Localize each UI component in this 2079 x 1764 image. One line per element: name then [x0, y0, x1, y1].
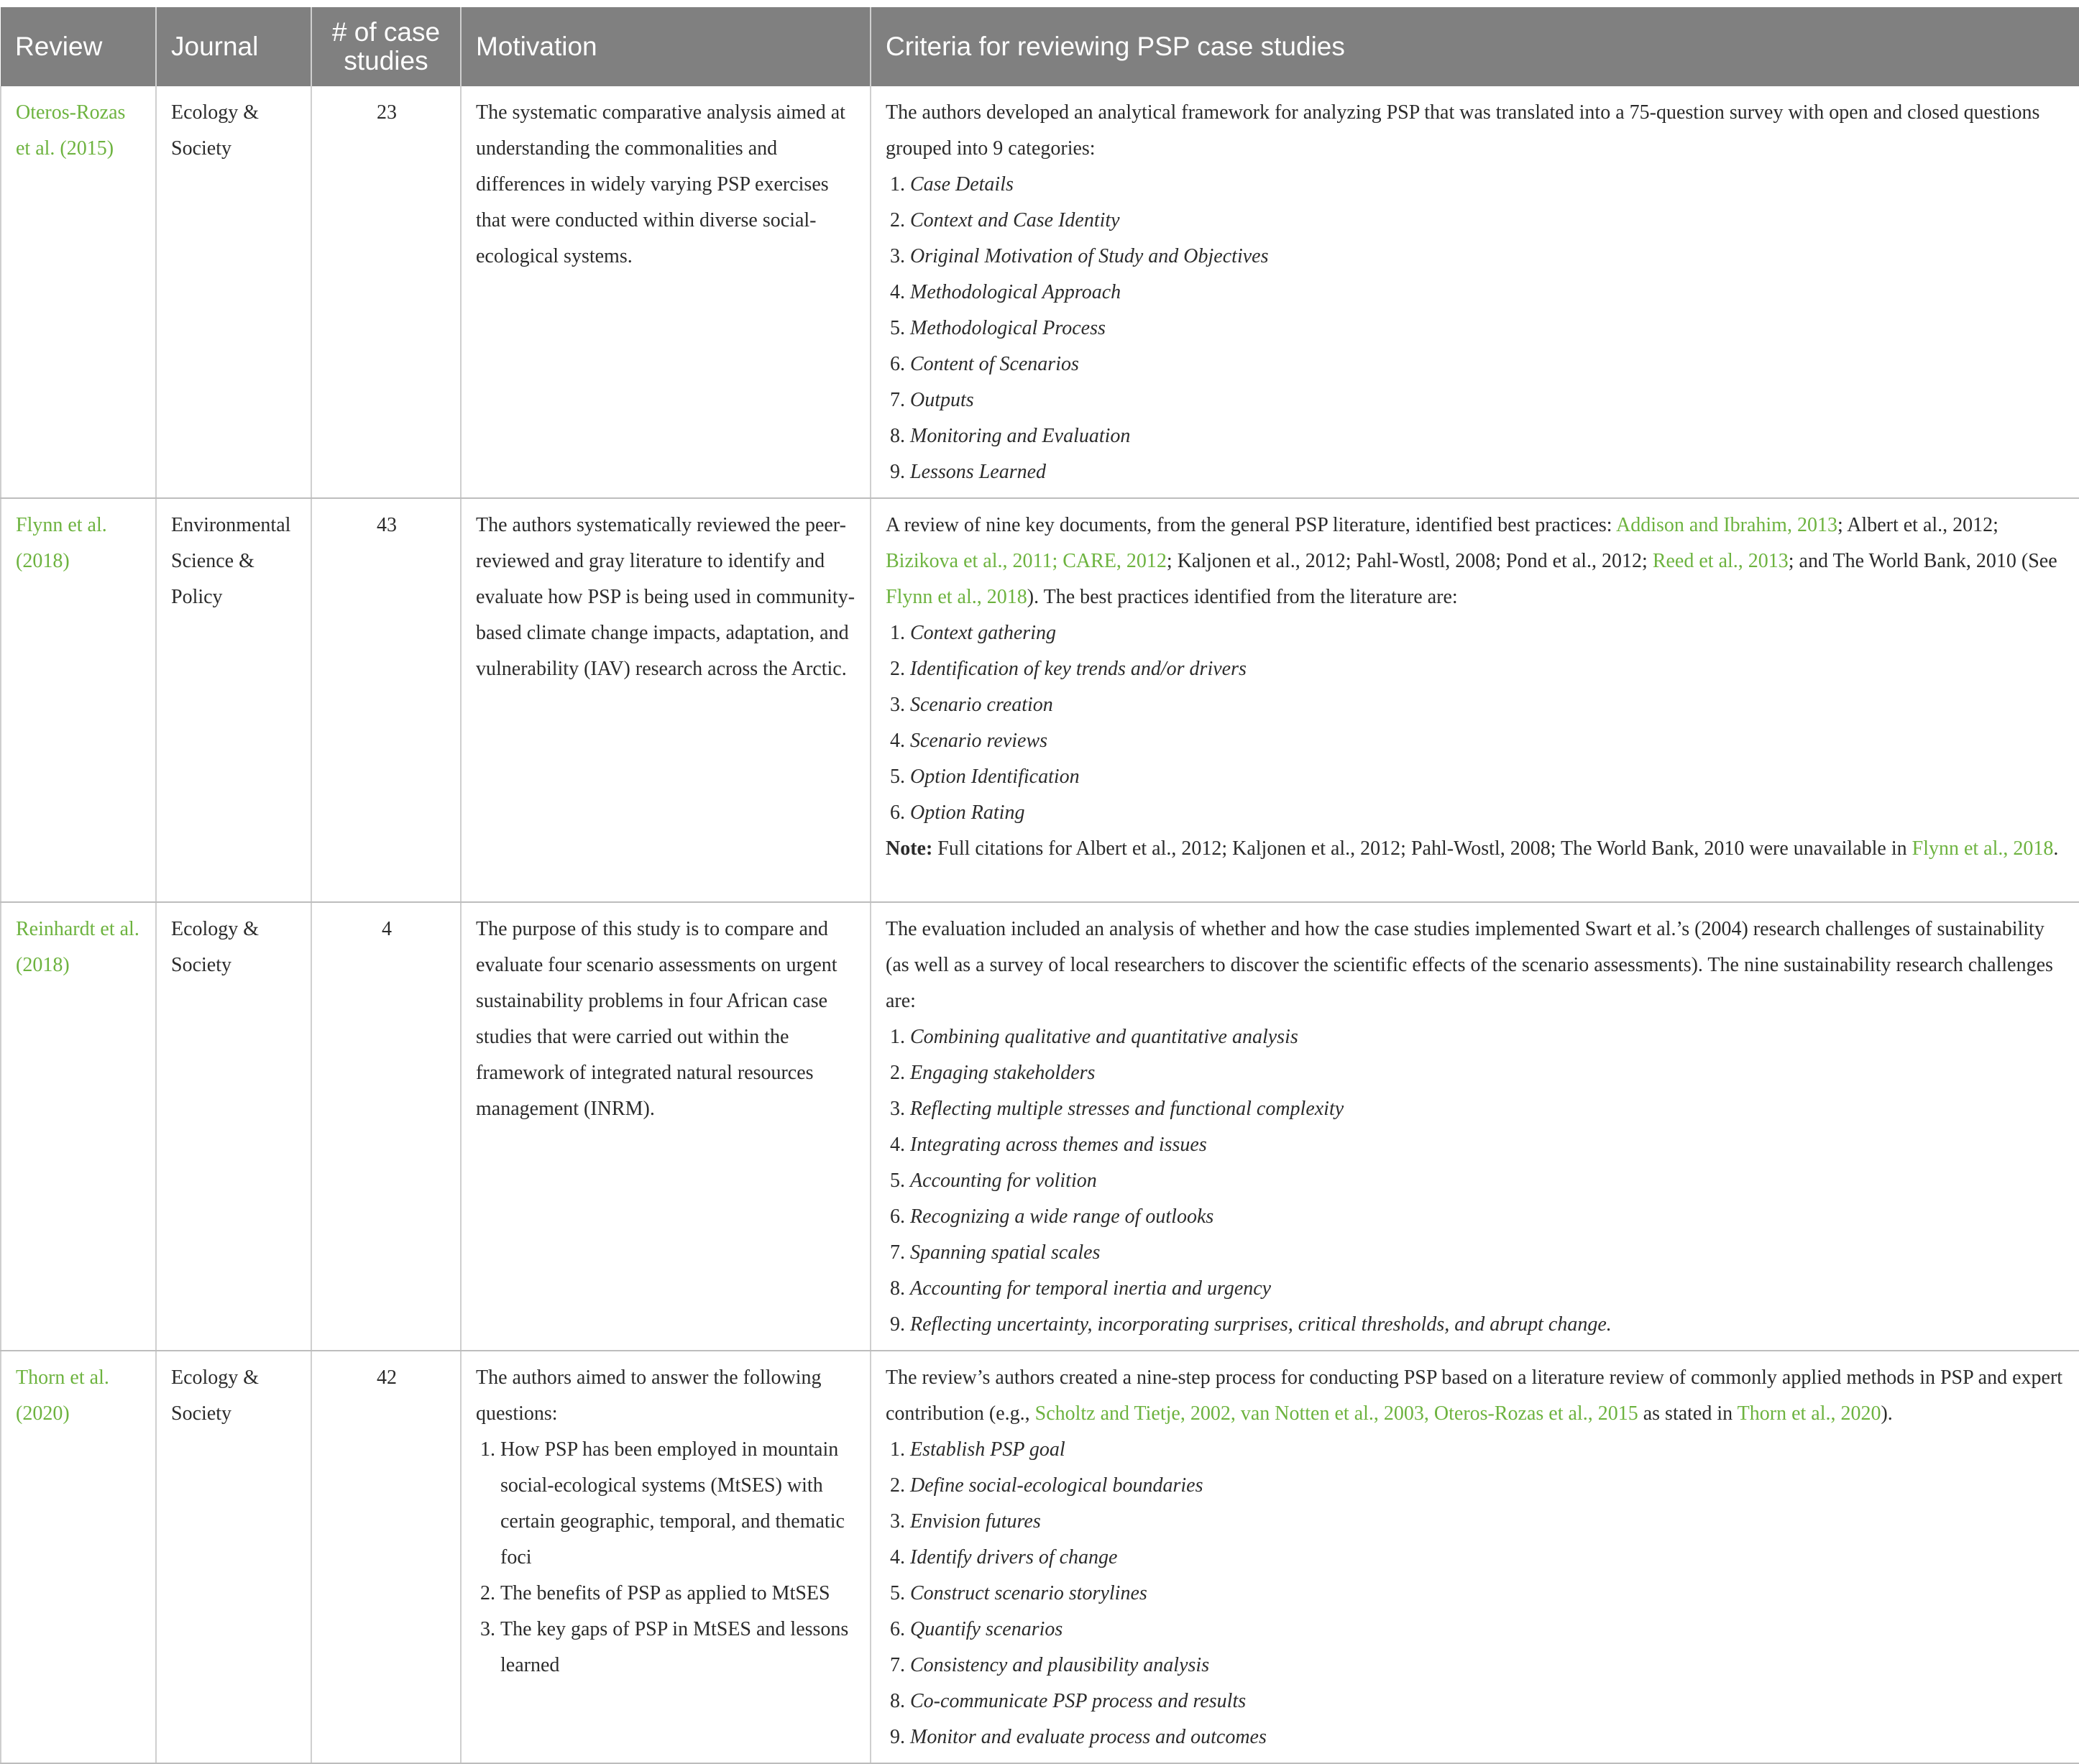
- note-end: .: [2053, 837, 2059, 860]
- header-criteria: Criteria for reviewing PSP case studies: [871, 4, 2079, 86]
- journal-cell: Ecology & Society: [156, 86, 311, 498]
- criteria-cell: [871, 86, 2079, 498]
- intro-text: as stated in: [1638, 1402, 1738, 1425]
- criteria-intro: The authors developed an analytical framework for analyzing PSP that was translated into a 75-question survey with open and closed questions grouped into 9 categories:: [886, 101, 2040, 160]
- intro-text: ).: [1881, 1402, 1893, 1425]
- list-item: 7. Spanning spatial scales: [910, 1235, 2066, 1271]
- intro-text: ; Kaljonen et al., 2012; Pahl-Wostl, 2008; Pond et al., 2012;: [1166, 550, 1653, 572]
- citation-link[interactable]: Scholtz and Tietje, 2002, van Notten et al., 2003, Oteros-Rozas et al., 2015: [1034, 1402, 1638, 1425]
- list-item: 3. Envision futures: [910, 1504, 2066, 1540]
- citation-link[interactable]: Flynn et al., 2018: [1912, 837, 2054, 860]
- criteria-list: [886, 167, 2066, 490]
- note-text: Full citations for Albert et al., 2012; Kaljonen et al., 2012; Pahl-Wostl, 2008; The World Bank, 2010 were unavailable in: [932, 837, 1912, 860]
- motivation-cell: [461, 1351, 871, 1763]
- note-label: Note:: [886, 837, 933, 860]
- review-link[interactable]: Oteros-Rozas et al. (2015): [16, 101, 126, 160]
- citation-link[interactable]: Addison and Ibrahim, 2013: [1616, 514, 1837, 536]
- list-item: 8. Monitoring and Evaluation: [910, 418, 2066, 454]
- intro-text: ). The best practices identified from the literature are:: [1027, 586, 1458, 608]
- review-link[interactable]: Thorn et al. (2020): [16, 1366, 109, 1425]
- list-item: 5. Option Identification: [910, 759, 2066, 795]
- intro-text: ; Albert et al., 2012;: [1837, 514, 1998, 536]
- criteria-cell: [871, 498, 2079, 902]
- table-row: [1, 86, 2079, 498]
- criteria-intro: [886, 1360, 2066, 1432]
- list-item: 3. Reflecting multiple stresses and functional complexity: [910, 1091, 2066, 1127]
- list-item: 3. Original Motivation of Study and Objectives: [910, 239, 2066, 275]
- list-item: 2. Engaging stakeholders: [910, 1055, 2066, 1091]
- list-item: 6. Quantify scenarios: [910, 1612, 2066, 1648]
- list-item: 8. Co-communicate PSP process and results: [910, 1683, 2066, 1719]
- list-item: 4. Identify drivers of change: [910, 1540, 2066, 1576]
- citation-link[interactable]: Thorn et al., 2020: [1737, 1402, 1881, 1425]
- table-row: [1, 498, 2079, 902]
- criteria-intro: The evaluation included an analysis of whether and how the case studies implemented Swart et al.’s (2004) research challenges of sustainability (as well as a survey of local researchers to discover the scientific effects of the scenario assessments). The nine sustainability research challenges are:: [886, 918, 2053, 1012]
- list-item: 2. Context and Case Identity: [910, 203, 2066, 239]
- criteria-list: [886, 615, 2066, 831]
- list-item: 2. The benefits of PSP as applied to MtSES: [500, 1576, 857, 1612]
- table-row: [1, 1351, 2079, 1763]
- motivation-cell: The purpose of this study is to compare and evaluate four scenario assessments on urgent sustainability problems in four African case studies that were carried out within the framework of integrated natural resources management (INRM).: [461, 902, 871, 1351]
- list-item: 6. Recognizing a wide range of outlooks: [910, 1199, 2066, 1235]
- list-item: 5. Construct scenario storylines: [910, 1576, 2066, 1612]
- motivation-cell: The authors systematically reviewed the peer-reviewed and gray literature to identify and evaluate how PSP is being used in community-based climate change impacts, adaptation, and vulnerability (IAV) research across the Arctic.: [461, 498, 871, 902]
- journal-cell: Ecology & Society: [156, 902, 311, 1351]
- header-motivation: Motivation: [461, 4, 871, 86]
- list-item: 1. How PSP has been employed in mountain social-ecological systems (MtSES) with certain geographic, temporal, and thematic foci: [500, 1432, 857, 1576]
- journal-cell: Ecology & Society: [156, 1351, 311, 1763]
- criteria-list: [886, 1019, 2066, 1343]
- list-item: 1. Context gathering: [910, 615, 2066, 651]
- list-item: 1. Case Details: [910, 167, 2066, 203]
- motivation-intro: The authors aimed to answer the following questions:: [476, 1366, 822, 1425]
- list-item: 9. Lessons Learned: [910, 454, 2066, 490]
- list-item: 9. Reflecting uncertainty, incorporating surprises, critical thresholds, and abrupt change.: [910, 1307, 2066, 1343]
- review-cell: [1, 86, 156, 498]
- table-header-row: [1, 4, 2079, 86]
- list-item: 3. Scenario creation: [910, 687, 2066, 723]
- list-item: 5. Methodological Process: [910, 311, 2066, 346]
- review-link[interactable]: Flynn et al. (2018): [16, 514, 107, 572]
- list-item: 4. Methodological Approach: [910, 275, 2066, 311]
- count-cell: 23: [311, 86, 461, 498]
- criteria-intro: [886, 507, 2066, 615]
- count-cell: 4: [311, 902, 461, 1351]
- list-item: 2. Identification of key trends and/or drivers: [910, 651, 2066, 687]
- citation-link[interactable]: Reed et al., 2013: [1652, 550, 1789, 572]
- criteria-cell: [871, 902, 2079, 1351]
- review-link[interactable]: Reinhardt et al. (2018): [16, 918, 139, 976]
- list-item: 1. Establish PSP goal: [910, 1432, 2066, 1468]
- criteria-cell: [871, 1351, 2079, 1763]
- motivation-list: [476, 1432, 857, 1683]
- header-review: Review: [1, 4, 156, 86]
- list-item: 7. Outputs: [910, 382, 2066, 418]
- citation-link[interactable]: Bizikova et al., 2011; CARE, 2012: [886, 550, 1167, 572]
- count-cell: 43: [311, 498, 461, 902]
- review-cell: [1, 1351, 156, 1763]
- header-case-studies: # of case studies: [311, 4, 461, 86]
- criteria-note: [886, 831, 2066, 867]
- list-item: 9. Monitor and evaluate process and outcomes: [910, 1719, 2066, 1755]
- list-item: 6. Option Rating: [910, 795, 2066, 831]
- count-cell: 42: [311, 1351, 461, 1763]
- list-item: 4. Scenario reviews: [910, 723, 2066, 759]
- header-journal: Journal: [156, 4, 311, 86]
- intro-text: The review’s authors created a nine-step process for conducting PSP based on a literature review of commonly applied methods in PSP and expert contribution (e.g.,: [886, 1366, 2063, 1425]
- list-item: 8. Accounting for temporal inertia and urgency: [910, 1271, 2066, 1307]
- citation-link[interactable]: Flynn et al., 2018: [886, 586, 1027, 608]
- motivation-cell: The systematic comparative analysis aimed at understanding the commonalities and differences in widely varying PSP exercises that were conducted within diverse social-ecological systems.: [461, 86, 871, 498]
- list-item: 4. Integrating across themes and issues: [910, 1127, 2066, 1163]
- list-item: 7. Consistency and plausibility analysis: [910, 1648, 2066, 1683]
- list-item: 3. The key gaps of PSP in MtSES and lessons learned: [500, 1612, 857, 1683]
- journal-cell: Environmental Science & Policy: [156, 498, 311, 902]
- list-item: 2. Define social-ecological boundaries: [910, 1468, 2066, 1504]
- list-item: 1. Combining qualitative and quantitative analysis: [910, 1019, 2066, 1055]
- criteria-list: [886, 1432, 2066, 1755]
- review-cell: [1, 498, 156, 902]
- intro-text: ; and The World Bank, 2010 (See: [1788, 550, 2057, 572]
- review-cell: [1, 902, 156, 1351]
- table-row: [1, 902, 2079, 1351]
- intro-text: A review of nine key documents, from the general PSP literature, identified best practices:: [886, 514, 1616, 536]
- list-item: 6. Content of Scenarios: [910, 346, 2066, 382]
- list-item: 5. Accounting for volition: [910, 1163, 2066, 1199]
